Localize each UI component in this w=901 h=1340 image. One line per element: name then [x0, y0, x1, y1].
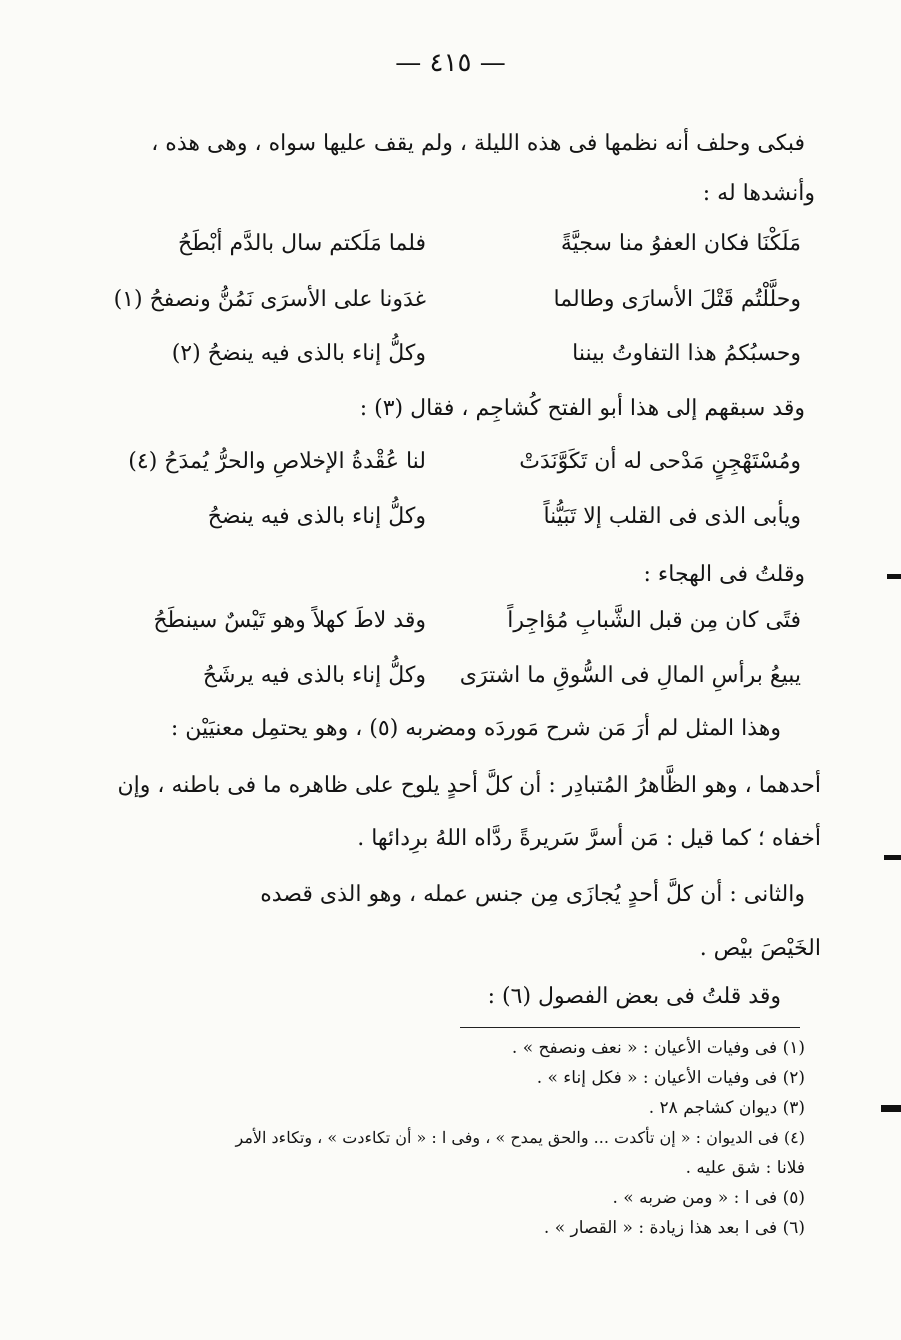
- footnote: (٦) فى ا بعد هذا زيادة : « القصار » .: [543, 1218, 805, 1238]
- footnote: (٥) فى ا : « ومن ضربه » .: [612, 1188, 805, 1208]
- verse-hemistich-first: وحلَّلْتُم قَتْلَ الأسارَى وطالما: [553, 287, 801, 312]
- text-line: وقد سبقهم إلى هذا أبو الفتح كُشاجِم ، فقال (٣) :: [359, 396, 805, 421]
- footnote-continuation: فلانا : شق عليه .: [685, 1158, 805, 1178]
- verse-hemistich-first: وحسبُكمُ هذا التفاوتُ بيننا: [572, 341, 801, 366]
- verse-hemistich-second: غدَونا على الأسرَى نَمُنُّ ونصفحُ (١): [113, 287, 426, 312]
- verse-hemistich-first: فتًى كان مِن قبل الشَّبابِ مُؤاجِراً: [507, 608, 801, 633]
- verse-hemistich-second: فلما مَلَكتم سال بالدَّم أبْطَحُ: [178, 231, 426, 256]
- text-line: فبكى وحلف أنه نظمها فى هذه الليلة ، ولم يقف عليها سواه ، وهى هذه ،: [151, 131, 805, 156]
- footnote: (٢) فى وفيات الأعيان : « فكل إناء » .: [536, 1068, 805, 1088]
- text-line: وقلتُ فى الهجاء :: [643, 562, 805, 587]
- verse-hemistich-first: ويأبى الذى فى القلب إلا تَبَيُّناً: [543, 504, 801, 529]
- text-line: أخفاه ؛ كما قيل : مَن أسرَّ سَريرةً ردَّاه اللهُ برِدائها .: [357, 826, 821, 851]
- page-number: — ٤١٥ —: [395, 48, 506, 78]
- footnote: (١) فى وفيات الأعيان : « نعف ونصفح » .: [511, 1038, 805, 1058]
- verse-hemistich-second: وكلُّ إناء بالذى فيه يرشَحُ: [202, 663, 426, 688]
- verse-hemistich-second: وكلُّ إناء بالذى فيه ينضحُ (٢): [171, 341, 426, 366]
- scan-margin-mark: [887, 574, 901, 579]
- footnote: (٣) ديوان كشاجم ٢٨ .: [648, 1098, 805, 1118]
- text-line: وهذا المثل لم أرَ مَن شرح مَوردَه ومضربه (٥) ، وهو يحتمِل معنيَيْن :: [170, 716, 781, 741]
- text-line: الخَيْصَ بيْص .: [699, 936, 821, 961]
- verse-hemistich-second: لنا عُقْدةُ الإخلاصِ والحرُّ يُمدَحُ (٤): [128, 449, 426, 474]
- footnote: (٤) فى الديوان : « إن تأكدت ... والحق يمدح » ، وفى ا : « أن تكاءدت » ، وتكاءد الأمر: [235, 1128, 805, 1147]
- verse-hemistich-first: يبيعُ برأسِ المالِ فى السُّوقِ ما اشترَى: [459, 663, 801, 688]
- verse-hemistich-first: مَلَكْنَا فكان العفوُ منا سجيَّةً: [560, 231, 801, 256]
- text-line: وقد قلتُ فى بعض الفصول (٦) :: [487, 984, 781, 1009]
- verse-hemistich-second: وقد لاطَ كهلاً وهو تَيْسٌ سينطَحُ: [153, 608, 426, 633]
- scan-margin-mark: [884, 855, 901, 860]
- scan-margin-mark: [881, 1105, 901, 1112]
- text-line: وأنشدها له :: [702, 181, 815, 206]
- text-line: أحدهما ، وهو الظَّاهرُ المُتبادِر : أن كلَّ أحدٍ يلوح على ظاهره ما فى باطنه ، وإن: [117, 773, 821, 798]
- verse-hemistich-first: ومُسْتَهْجِنٍ مَدْحى له أن تَكَوَّنَدَتْ: [519, 449, 801, 474]
- footnote-rule: [460, 1027, 800, 1028]
- verse-hemistich-second: وكلُّ إناء بالذى فيه ينضحُ: [207, 504, 426, 529]
- text-line: والثانى : أن كلَّ أحدٍ يُجازَى مِن جنس عمله ، وهو الذى قصده: [260, 882, 805, 907]
